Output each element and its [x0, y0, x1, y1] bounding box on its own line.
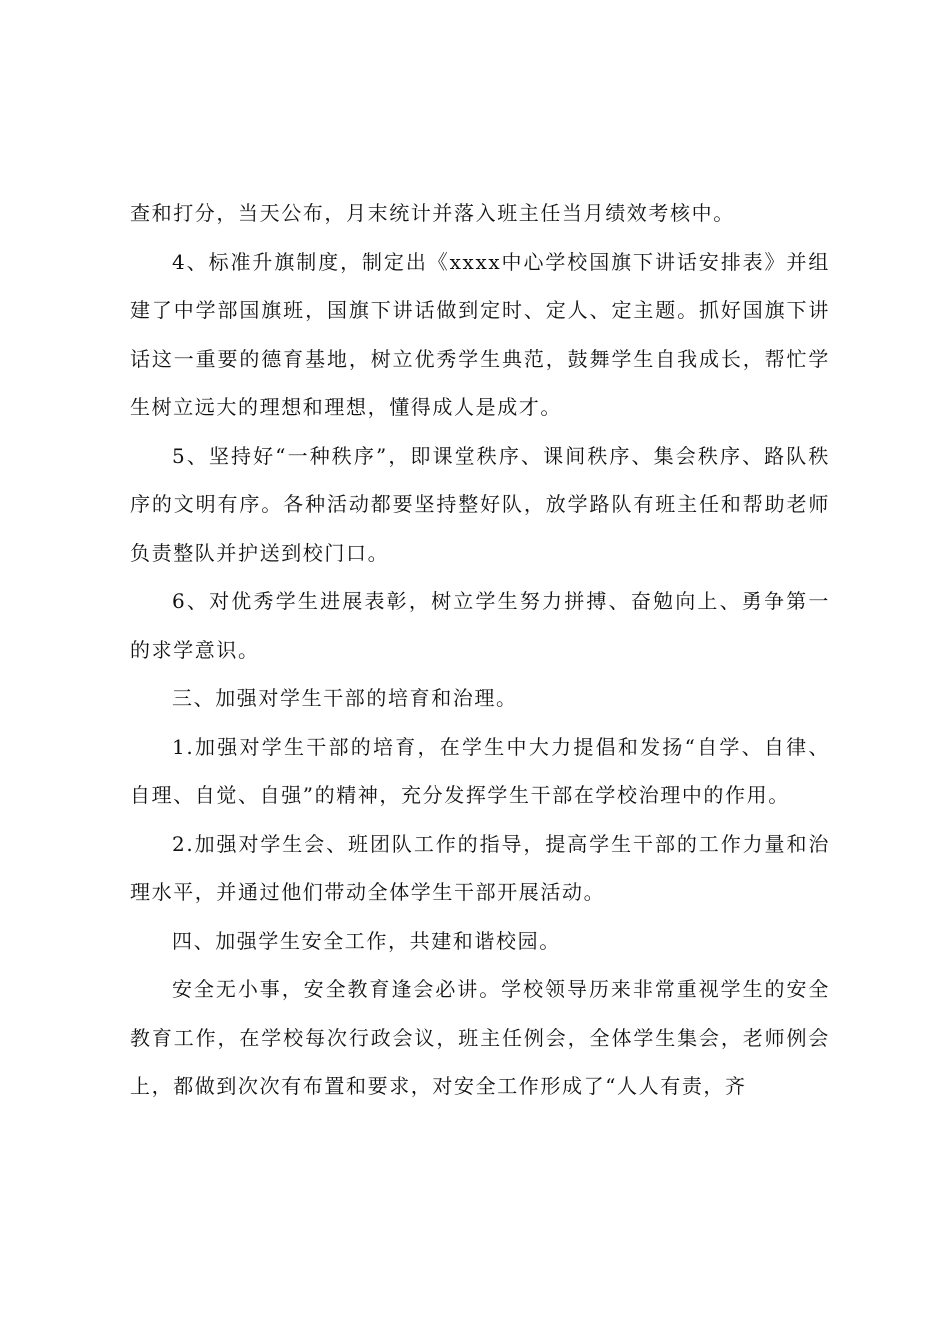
section-heading-4: 四、加强学生安全工作，共建和谐校园。 — [172, 928, 561, 953]
paragraph-item-6: 6、对优秀学生进展表彰，树立学生努力拼搏、奋勉向上、勇争第一的求学意识。 — [130, 589, 830, 662]
paragraph-subitem-2: 2.加强对学生会、班团队工作的指导，提高学生干部的工作力量和治理水平，并通过他们带动全体学生干部开展活动。 — [130, 831, 830, 904]
paragraph-safety: 安全无小事，安全教育逢会必讲。学校领导历来非常重视学生的安全教育工作，在学校每次行政会议，班主任例会，全体学生集会，老师例会上，都做到次次有布置和要求，对安全工作形成了“人人有责，齐 — [130, 977, 830, 1098]
paragraph-continuation: 查和打分，当天公布，月末统计并落入班主任当月绩效考核中。 — [130, 201, 735, 225]
document-body — [130, 189, 830, 1111]
section-heading-3: 三、加强对学生干部的培育和治理。 — [172, 686, 518, 710]
paragraph-subitem-1: 1.加强对学生干部的培育，在学生中大力提倡和发扬“自学、自律、自理、自觉、自强”的精神，充分发挥学生干部在学校治理中的作用。 — [130, 734, 830, 807]
paragraph-item-4: 4、标准升旗制度，制定出《xxxx中心学校国旗下讲话安排表》并组建了中学部国旗班，国旗下讲话做到定时、定人、定主题。抓好国旗下讲话这一重要的德育基地，树立优秀学生典范，鼓舞学生自我成长，帮忙学生树立远大的理想和理想，懂得成人是成才。 — [130, 249, 830, 419]
paragraph-item-5: 5、坚持好“一种秩序”，即课堂秩序、课间秩序、集会秩序、路队秩序的文明有序。各种活动都要坚持整好队，放学路队有班主任和帮助老师负责整队并护送到校门口。 — [130, 443, 830, 565]
